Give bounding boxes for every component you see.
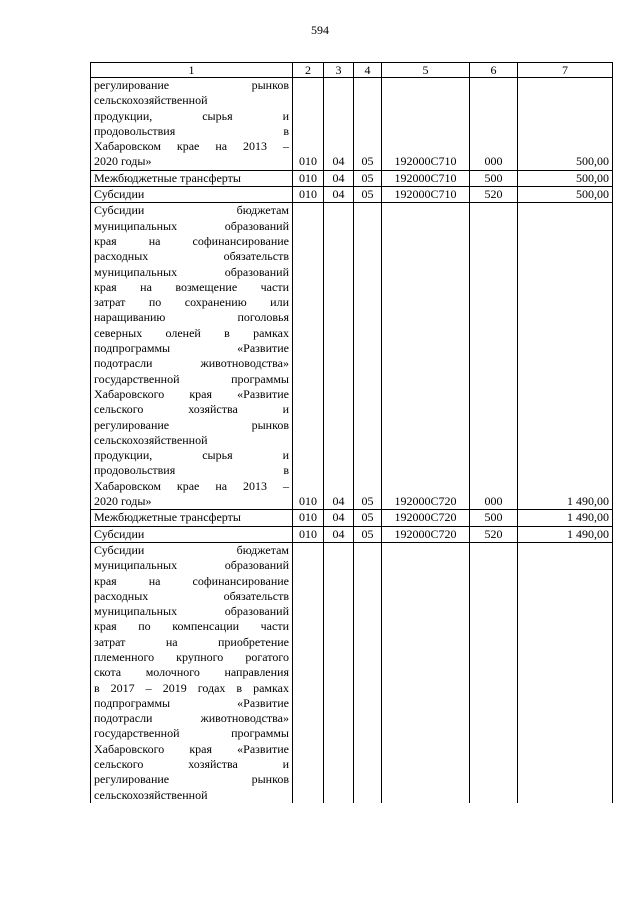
- row-name-line: продукции, сырья и: [94, 108, 289, 123]
- table-row: [91, 170, 613, 186]
- row-section-cell: 010: [293, 510, 324, 526]
- row-amount-cell: [518, 542, 613, 803]
- row-name-line: государственной программы: [94, 371, 289, 386]
- row-name-cell: [91, 510, 293, 526]
- row-name-line: Субсидии: [94, 187, 145, 202]
- table-row: [91, 203, 613, 510]
- header-row: [91, 63, 613, 78]
- page-number: 594: [311, 23, 329, 37]
- header-col-7: 7: [518, 63, 613, 78]
- row-name-line: регулирование рынков: [94, 78, 289, 92]
- header-col-6: 6: [470, 63, 518, 78]
- row-expense-type-cell: 520: [470, 187, 518, 203]
- row-name-line: наращиванию поголовья: [94, 310, 289, 325]
- row-name-line: муниципальных образований: [94, 218, 289, 233]
- row-name-line: сельскохозяйственной: [94, 787, 208, 802]
- row-amount-cell: 1 490,00: [518, 526, 613, 542]
- row-name-line: подотрасли животноводства»: [94, 711, 289, 726]
- row-name-line: продовольствия в: [94, 123, 289, 138]
- row-name-line: Межбюджетные трансферты: [94, 510, 241, 525]
- row-name-line: 2020 годы»: [94, 494, 152, 509]
- row-name-line: муниципальных образований: [94, 264, 289, 279]
- row-subsection-cell: 04: [324, 526, 354, 542]
- row-chapter-cell: 05: [354, 170, 382, 186]
- row-name-line: государственной программы: [94, 726, 289, 741]
- row-name-line: Субсидии бюджетам: [94, 542, 289, 557]
- table-body: [91, 78, 613, 803]
- row-target-article-cell: 192000С710: [382, 187, 470, 203]
- row-amount-cell: 500,00: [518, 170, 613, 186]
- row-name-cell: [91, 203, 293, 510]
- row-amount-cell: 500,00: [518, 187, 613, 203]
- row-name-line: Субсидии: [94, 526, 145, 541]
- row-section-cell: 010: [293, 170, 324, 186]
- row-name-line: продукции, сырья и: [94, 448, 289, 463]
- row-name-line: сельского хозяйства и: [94, 757, 289, 772]
- row-subsection-cell: 04: [324, 187, 354, 203]
- table-row: [91, 510, 613, 526]
- header-col-4: 4: [354, 63, 382, 78]
- row-name-line: сельскохозяйственной: [94, 432, 208, 447]
- row-name-line: 2020 годы»: [94, 154, 152, 169]
- row-name-line: подпрограммы «Развитие: [94, 695, 289, 710]
- row-expense-type-cell: 000: [470, 203, 518, 510]
- row-name-line: края на софинансирование: [94, 573, 289, 588]
- row-name-line: Субсидии бюджетам: [94, 203, 289, 218]
- row-target-article-cell: 192000С720: [382, 203, 470, 510]
- row-section-cell: 010: [293, 78, 324, 171]
- header-col-1: 1: [91, 63, 293, 78]
- row-target-article-cell: 192000С710: [382, 170, 470, 186]
- row-expense-type-cell: [470, 542, 518, 803]
- row-name-cell: [91, 78, 293, 171]
- row-chapter-cell: 05: [354, 187, 382, 203]
- row-name-line: расходных обязательств: [94, 249, 289, 264]
- row-subsection-cell: 04: [324, 510, 354, 526]
- row-name-line: края по компенсации части: [94, 619, 289, 634]
- table-header: [91, 63, 613, 78]
- row-chapter-cell: 05: [354, 203, 382, 510]
- row-name-line: затрат на приобретение: [94, 634, 289, 649]
- row-subsection-cell: [324, 542, 354, 803]
- budget-table: [90, 62, 613, 803]
- row-name-line: Хабаровском крае на 2013 –: [94, 478, 289, 493]
- row-name-line: муниципальных образований: [94, 604, 289, 619]
- row-amount-cell: 500,00: [518, 78, 613, 171]
- row-chapter-cell: 05: [354, 526, 382, 542]
- row-chapter-cell: [354, 542, 382, 803]
- row-name-line: подотрасли животноводства»: [94, 356, 289, 371]
- header-col-3: 3: [324, 63, 354, 78]
- row-target-article-cell: [382, 542, 470, 803]
- row-name-line: северных оленей в рамках: [94, 325, 289, 340]
- row-name-line: племенного крупного рогатого: [94, 649, 289, 664]
- row-subsection-cell: 04: [324, 203, 354, 510]
- header-col-5: 5: [382, 63, 470, 78]
- row-name-line: Хабаровского края «Развитие: [94, 386, 289, 401]
- row-section-cell: 010: [293, 203, 324, 510]
- row-section-cell: [293, 542, 324, 803]
- row-target-article-cell: 192000С710: [382, 78, 470, 171]
- row-name-line: края на софинансирование: [94, 233, 289, 248]
- row-name-cell: [91, 542, 293, 803]
- row-name-cell: [91, 170, 293, 186]
- row-subsection-cell: 04: [324, 78, 354, 171]
- row-name-line: Межбюджетные трансферты: [94, 170, 241, 185]
- row-name-line: регулирование рынков: [94, 417, 289, 432]
- row-section-cell: 010: [293, 526, 324, 542]
- row-subsection-cell: 04: [324, 170, 354, 186]
- row-chapter-cell: 05: [354, 78, 382, 171]
- row-expense-type-cell: 500: [470, 170, 518, 186]
- row-section-cell: 010: [293, 187, 324, 203]
- row-name-line: регулирование рынков: [94, 772, 289, 787]
- row-name-cell: [91, 187, 293, 203]
- row-amount-cell: 1 490,00: [518, 203, 613, 510]
- row-name-line: края на возмещение части: [94, 279, 289, 294]
- row-amount-cell: 1 490,00: [518, 510, 613, 526]
- row-name-line: муниципальных образований: [94, 558, 289, 573]
- row-name-line: сельского хозяйства и: [94, 402, 289, 417]
- row-name-line: затрат по сохранению или: [94, 295, 289, 310]
- row-expense-type-cell: 520: [470, 526, 518, 542]
- row-name-line: продовольствия в: [94, 463, 289, 478]
- table-row: [91, 526, 613, 542]
- row-expense-type-cell: 000: [470, 78, 518, 171]
- row-name-line: расходных обязательств: [94, 588, 289, 603]
- row-name-line: скота молочного направления: [94, 665, 289, 680]
- row-name-line: в 2017 – 2019 годах в рамках: [94, 680, 289, 695]
- row-name-cell: [91, 526, 293, 542]
- table-row: [91, 78, 613, 171]
- row-name-line: Хабаровского края «Развитие: [94, 741, 289, 756]
- row-chapter-cell: 05: [354, 510, 382, 526]
- table-row: [91, 187, 613, 203]
- table-row: [91, 542, 613, 803]
- row-name-line: подпрограммы «Развитие: [94, 341, 289, 356]
- row-target-article-cell: 192000С720: [382, 526, 470, 542]
- row-name-line: сельскохозяйственной: [94, 93, 208, 108]
- row-name-line: Хабаровском крае на 2013 –: [94, 139, 289, 154]
- header-col-2: 2: [293, 63, 324, 78]
- row-target-article-cell: 192000С720: [382, 510, 470, 526]
- row-expense-type-cell: 500: [470, 510, 518, 526]
